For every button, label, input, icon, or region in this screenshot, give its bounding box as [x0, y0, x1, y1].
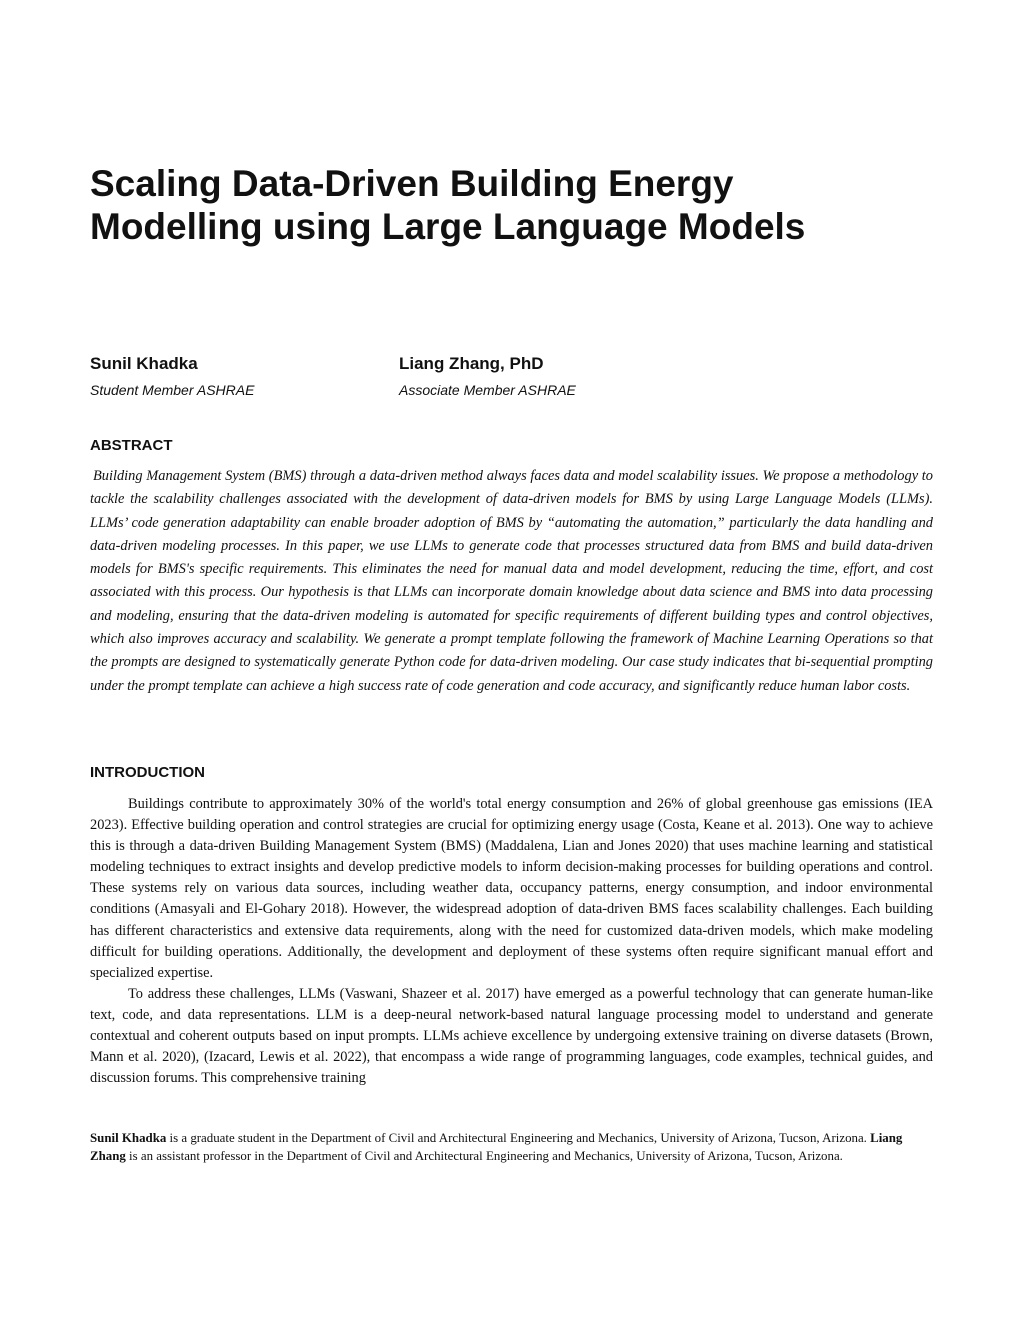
author-affiliation: Associate Member ASHRAE [399, 382, 576, 398]
footnote-text-1: is a graduate student in the Department of Civil and Architectural Engineering and Mechanics, University of Arizona, Tucson, Arizona. [166, 1131, 871, 1145]
abstract-heading: ABSTRACT [90, 437, 173, 454]
author-name: Liang Zhang, PhD [399, 354, 544, 373]
introduction-paragraph-1: Buildings contribute to approximately 30% of the world's total energy consumption and 26% of global greenhouse gas emissions (IEA 2023). Effective building operation and control strategies are crucial for optimizing energy usage (Costa, Keane et al. 2013). One way to achieve this is through a data-driven Building Management System (BMS) (Maddalena, Lian and Jones 2020) that uses machine learning and statistical modeling techniques to extract insights and develop predictive models to inform decision-making processes for building operations and control. These systems rely on various data sources, including weather data, occupancy patterns, energy consumption, and indoor environmental conditions (Amasyali and El-Gohary 2018). However, the widespread adoption of data-driven BMS faces scalability challenges. Each building has different characteristics and extensive data requirements, along with the need for customized data-driven models, which make modeling difficult for building operations. Additionally, the development and deployment of these systems often require significant manual effort and specialized expertise. [90, 796, 933, 981]
title-line-2: Modelling using Large Language Models [90, 206, 806, 247]
footnote-name-2: Liang Zhang [90, 1131, 903, 1163]
author-name: Sunil Khadka [90, 354, 198, 373]
introduction-heading: INTRODUCTION [90, 764, 205, 781]
author-1 [90, 353, 254, 400]
author-affiliation: Student Member ASHRAE [90, 382, 255, 398]
footnote-text-2: is an assistant professor in the Department of Civil and Architectural Engineering and Mechanics, University of Arizona, Tucson, Arizona. [125, 1149, 843, 1163]
introduction-paragraph-2: To address these challenges, LLMs (Vaswani, Shazeer et al. 2017) have emerged as a powerful technology that can generate human-like text, code, and data representations. LLM is a deep-neural network-based natural language processing model to understand and generate contextual and coherent outputs based on input prompts. LLMs achieve excellence by undergoing extensive training on diverse datasets (Brown, Mann et al. 2020), (Izacard, Lewis et al. 2022), that encompass a wide range of programming languages, code examples, technical guides, and discussion forums. This comprehensive training [90, 985, 933, 1087]
footnote-name-1: Sunil Khadka [90, 1131, 167, 1145]
author-footnote [90, 1129, 933, 1165]
introduction-body [90, 794, 933, 1089]
paper-title [90, 162, 950, 248]
title-line-1: Scaling Data-Driven Building Energy [90, 163, 734, 204]
abstract-text: Building Management System (BMS) through a data-driven method always faces data and model scalability issues. We propose a methodology to tackle the scalability challenges associated with the development of data-driven models for BMS by using Large Language Models (LLMs). LLMs’ code generation adaptability can enable broader adoption of BMS by “automating the automation,” particularly the data handling and data-driven modeling processes. In this paper, we use LLMs to generate code that processes structured data from BMS and build data-driven models for BMS's specific requirements. This eliminates the need for manual data and model development, reducing the time, effort, and cost associated with this process. Our hypothesis is that LLMs can incorporate domain knowledge about data science and BMS into data processing and modeling, ensuring that the data-driven modeling is automated for specific requirements of different building types and control objectives, which also improves accuracy and scalability. We generate a prompt template following the framework of Machine Learning Operations so that the prompts are designed to systematically generate Python code for data-driven modeling. Our case study indicates that bi-sequential prompting under the prompt template can achieve a high success rate of code generation and code accuracy, and significantly reduce human labor costs. [90, 468, 933, 694]
author-2 [399, 353, 576, 400]
